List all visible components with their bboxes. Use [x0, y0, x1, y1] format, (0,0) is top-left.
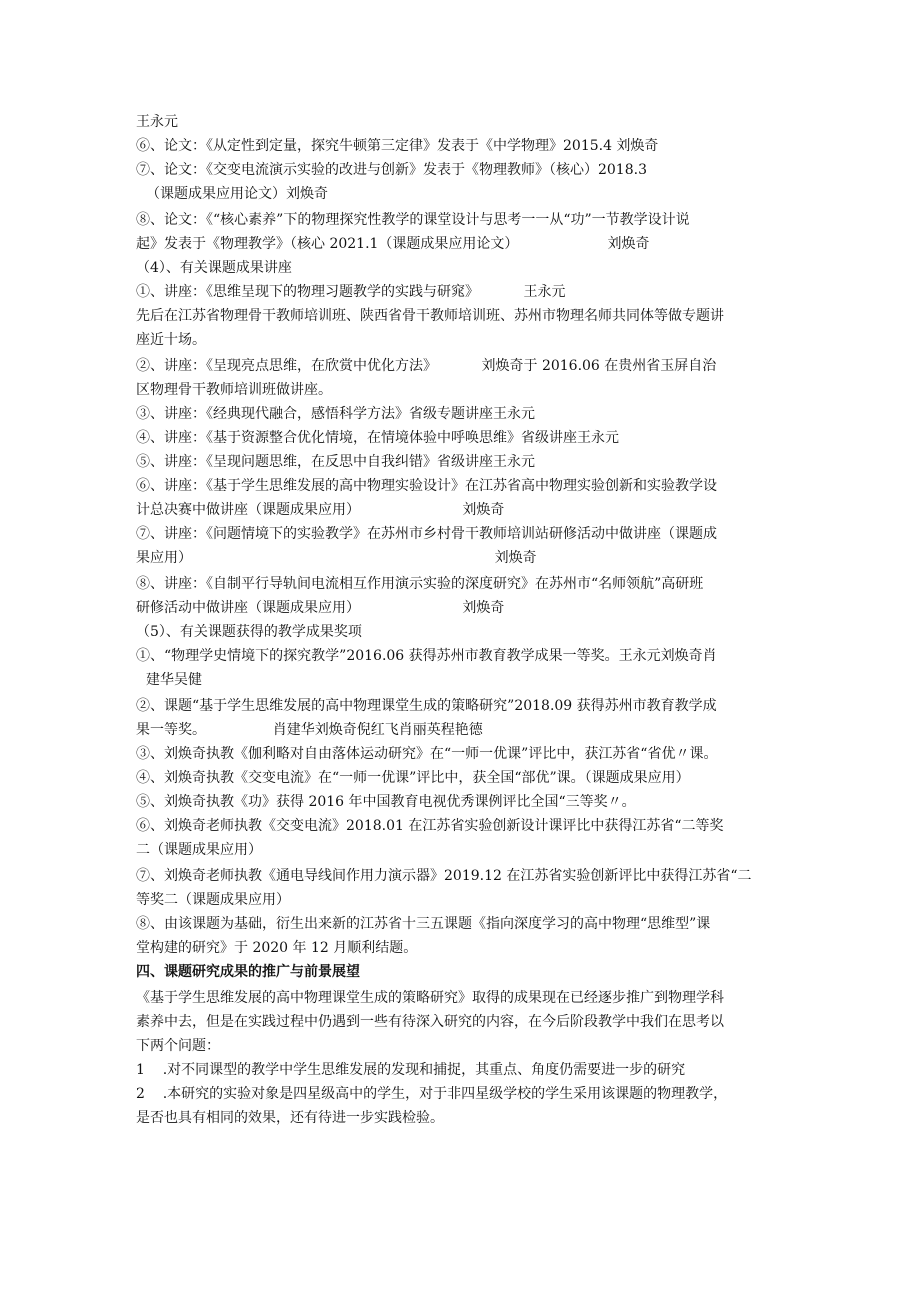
- text-line: ①、“物理学史情境下的探究教学”2016.06 获得苏州市教育教学成果一等奖。王永元刘焕奇肖: [136, 648, 717, 664]
- text-line: 王永元: [136, 114, 178, 130]
- text-line: 等奖二（课题成果应用）: [136, 892, 290, 908]
- text-line: ⑦、讲座：《问题情境下的实验教学》在苏州市乡村骨干教师培训站研修活动中做讲座（课题成: [136, 526, 717, 542]
- text-line: （课题成果应用论文）刘焕奇: [146, 186, 328, 202]
- text-line: ⑤、讲座：《呈现问题思维，在反思中自我纠错》省级讲座王永元: [136, 454, 535, 470]
- text-line: 是否也具有相同的效果，还有待进一步实践检验。: [136, 1110, 444, 1126]
- text-line: 堂构建的研究》于 2020 年 12 月顺利结题。: [136, 940, 418, 956]
- text-line: ③、讲座：《经典现代融合，感悟科学方法》省级专题讲座王永元: [136, 406, 535, 422]
- text-line: 计总决赛中做讲座（课题成果应用） 刘焕奇: [136, 502, 505, 518]
- text-line: 座近十场。: [136, 332, 206, 348]
- text-line: 果应用） 刘焕奇: [136, 550, 537, 566]
- text-line: 下两个问题：: [136, 1038, 220, 1054]
- section-heading: （5）、有关课题获得的教学成果奖项: [136, 624, 362, 640]
- text-line: ⑥、论文：《从定性到定量，探究牛顿第三定律》发表于《中学物理》2015.4 刘焕奇: [136, 138, 659, 154]
- text-line: 二（课题成果应用）: [136, 842, 262, 858]
- text-line: ①、讲座：《思维呈现下的物理习题教学的实践与研窕》 王永元: [136, 284, 566, 300]
- text-line: ②、讲座：《呈现亮点思维，在欣赏中优化方法》 刘焕奇于 2016.06 在贵州省玉屏自治: [136, 358, 717, 374]
- text-line: 起》发表于《物理教学》（核心 2021.1（课题成果应用论文） 刘焕奇: [136, 236, 650, 252]
- text-line: 素养中去，但是在实践过程中仍遇到一些有待深入研究的内容，在今后阶段教学中我们在思考以: [136, 1014, 724, 1030]
- text-line: 研修活动中做讲座（课题成果应用） 刘焕奇: [136, 600, 505, 616]
- text-line: ③、刘焕奇执教《伽利略对自由落体运动研究》在“一师一优课”评比中，获江苏省“省优〃课。: [136, 746, 718, 762]
- text-line: ⑧、由该课题为基础，衍生出来新的江苏省十三五课题《指向深度学习的高中物理“思维型”课: [136, 916, 711, 932]
- text-line: ⑧、论文：《“核心素养”下的物理探究性教学的课堂设计与思考一一从“功”一节教学设计说: [136, 212, 690, 228]
- text-line: ⑧、讲座：《自制平行导轨间电流相互作用演示实验的深度研究》在苏州市“名师领航”高研班: [136, 576, 704, 592]
- section-heading: （4）、有关课题成果讲座: [136, 260, 292, 276]
- list-item: 2 .本研究的实验对象是四星级高中的学生，对于非四星级学校的学生采用该课题的物理教学，: [136, 1086, 728, 1102]
- text-line: ⑤、刘焕奇执教《功》获得 2016 年中国教育电视优秀课例评比全国“三等奖〃。: [136, 794, 636, 810]
- text-line: 建华吴健: [146, 672, 202, 688]
- text-line: ⑦、刘焕奇老师执教《通电导线间作用力演示器》2019.12 在江苏省实验创新评比中获得江苏省“二: [136, 868, 752, 884]
- list-item: 1 .对不同课型的教学中学生思维发展的发现和捕捉，其重点、角度仍需要进一步的研究: [136, 1062, 686, 1078]
- text-line: ②、课题“基于学生思维发展的高中物理课堂生成的策略研究”2018.09 获得苏州市教育教学成: [136, 698, 717, 714]
- text-line: 果一等奖。 肖建华刘焕奇倪红飞肖丽英程艳德: [136, 722, 483, 738]
- text-line: ⑦、论文：《交变电流演示实验的改进与创新》发表于《物理教师》（核心）2018.3: [136, 162, 647, 178]
- text-line: ⑥、刘焕奇老师执教《交变电流》2018.01 在江苏省实验创新设计课评比中获得江苏省“二等奖: [136, 818, 724, 834]
- text-line: ④、刘焕奇执教《交变电流》在“一师一优课”评比中，获全国“部优”课。（课题成果应用）: [136, 770, 690, 786]
- text-line: ⑥、讲座：《基于学生思维发展的高中物理实验设计》在江苏省高中物理实验创新和实验教学设: [136, 478, 717, 494]
- text-line: 区物理骨干教师培训班做讲座。: [136, 382, 332, 398]
- text-line: 《基于学生思维发展的高中物理课堂生成的策略研究》取得的成果现在已经逐步推广到物理学科: [136, 990, 724, 1006]
- section-title: 四、课题研究成果的推广与前景展望: [136, 964, 360, 980]
- text-line: ④、讲座：《基于资源整合优化情境，在情境体验中呼唤思维》省级讲座王永元: [136, 430, 619, 446]
- text-line: 先后在江苏省物理骨干教师培训班、陕西省骨干教师培训班、苏州市物理名师共同体等做专题讲: [136, 308, 724, 324]
